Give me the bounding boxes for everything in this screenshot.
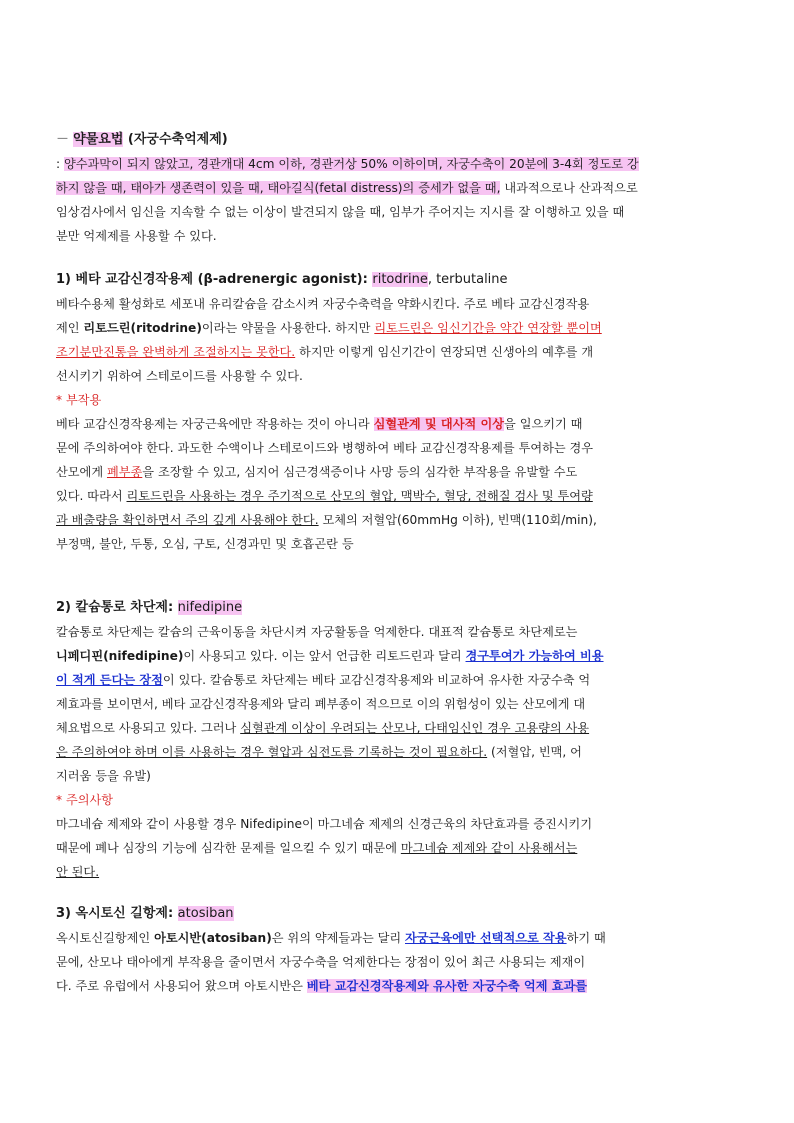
heading-drug-therapy: 약물요법 <box>73 132 124 147</box>
s2-line-3 <box>56 668 740 692</box>
s3-line-1 <box>56 926 740 950</box>
intro-line-1 <box>56 152 740 176</box>
s1-red-underline-2: 조기분만진통을 완벽하게 조절하지는 못한다. <box>56 345 296 359</box>
s1-l2a: 제인 <box>56 321 84 335</box>
s1-se-l1a: 베타 교감신경작용제는 자궁근육에만 작용하는 것이 아니라 <box>56 417 374 431</box>
s1-line-2 <box>56 316 740 340</box>
s1-se-l5b: 모체의 저혈압(60mmHg 이하), 빈맥(110회/min), <box>318 513 597 527</box>
s3-l1c: 은 위의 약제들과는 달리 <box>271 931 406 945</box>
s1-se-line-3 <box>56 460 740 484</box>
section-2-title <box>56 596 740 620</box>
heading-dash: － <box>56 132 70 147</box>
section-beta-agonist <box>56 268 740 556</box>
s2-underline-2: 은 주의하여야 하며 이를 사용하는 경우 혈압과 심전도를 기록하는 것이 필요하다. <box>56 745 488 759</box>
s3-line-2: 문에, 산모나 태아에게 부작용을 줄이면서 자궁수축을 억제한다는 장점이 있어 최근 사용되는 제재이 <box>56 955 586 969</box>
s2-nifedipine-bold: 니페디핀(nifedipine) <box>56 649 184 663</box>
s1-se-l3c: 을 조장할 수 있고, 심지어 심근경색증이나 사망 등의 심각한 부작용을 유발할 수도 <box>142 465 578 479</box>
s1-ritodrine-bold: 리토드린(ritodrine) <box>83 321 202 335</box>
s3-l1a: 옥시토신길항제인 <box>56 931 155 945</box>
s2-line-2 <box>56 644 740 668</box>
s2-caution-underline-2: 안 된다. <box>56 865 100 879</box>
s1-se-line-6: 부정맥, 불안, 두통, 오심, 구토, 신경과민 및 호흡곤란 등 <box>56 537 354 551</box>
s1-pulmonary-edema: 폐부종 <box>106 465 143 479</box>
intro-line-2 <box>56 176 740 200</box>
intro-highlight-1: 양수과막이 되지 않았고, 경관개대 4cm 이하, 경관거상 50% 이하이며, 자궁수축이 20분에 3-4회 정도로 강 <box>63 157 639 171</box>
section-1-title-bold: 1) 베타 교감신경작용제 (β-adrenergic agonist): <box>56 272 373 287</box>
s2-line-6 <box>56 740 740 764</box>
s2-underline-1: 심혈관계 이상이 우려되는 산모나, 다태임신인 경우 고용량의 사용 <box>240 721 590 735</box>
s1-se-line-5 <box>56 508 740 532</box>
s2-blue-underline-2: 이 적게 든다는 장점 <box>56 673 163 687</box>
s2-blue-underline-1: 경구투여가 가능하여 비용 <box>465 649 604 663</box>
intro-heading <box>56 128 740 152</box>
s3-blue-highlight: 베타 교감신경작용제와 유사한 자궁수축 억제 효과를 <box>306 979 588 993</box>
s2-l3b: 이 있다. 칼슘통로 차단제는 베타 교감신경작용제와 비교하여 유사한 자궁수축 억 <box>162 673 591 687</box>
intro-lead: : <box>56 157 64 171</box>
s2-caution-line-3 <box>56 860 740 884</box>
s2-line-7: 지러움 등을 유발) <box>56 769 151 783</box>
s1-se-line-2: 문에 주의하여야 한다. 과도한 수액이나 스테로이드와 병행하여 베타 교감신경작용제를 투여하는 경우 <box>56 441 594 455</box>
intro-section <box>56 128 740 248</box>
s1-se-l3a: 산모에게 <box>56 465 107 479</box>
s1-line-3 <box>56 340 740 364</box>
s2-line-5 <box>56 716 740 740</box>
section-2-title-nifedipine: nifedipine <box>177 600 243 615</box>
s2-line-1: 칼슘통로 차단제는 칼슘의 근육이동을 차단시켜 자궁활동을 억제한다. 대표적 칼슘통로 차단제로는 <box>56 625 578 639</box>
section-oxytocin-antagonist <box>56 902 740 998</box>
s2-c-l2a: 때문에 폐나 심장의 기능에 심각한 문제를 일으킬 수 있기 때문에 <box>56 841 401 855</box>
side-effects-label: * 부작용 <box>56 393 102 407</box>
section-1-title-rest: , terbutaline <box>427 272 508 287</box>
s2-caution-line-1: 마그네슘 제제와 같이 사용할 경우 Nifedipine이 마그네슘 제제의 신경근육의 차단효과를 증진시키기 <box>56 817 593 831</box>
s1-se-line-1 <box>56 412 740 436</box>
s2-caution-line-2 <box>56 836 740 860</box>
s1-se-underline-1: 리토드린을 사용하는 경우 주기적으로 산모의 혈압, 맥박수, 혈당, 전해질 검사 및 투여량 <box>126 489 593 503</box>
s1-se-l4a: 있다. 따라서 <box>56 489 127 503</box>
section-calcium-blocker <box>56 596 740 884</box>
section-3-title-bold: 3) 옥시토신 길항제: <box>56 906 178 921</box>
section-3-title <box>56 902 740 926</box>
s1-line-1: 베타수용체 활성화로 세포내 유리칼슘을 감소시켜 자궁수축력을 약화시킨다. 주로 베타 교감신경작용 <box>56 297 590 311</box>
s2-line-4: 제효과를 보이면서, 베타 교감신경작용제와 달리 폐부종이 적으므로 이의 위험성이 있는 산모에게 대 <box>56 697 586 711</box>
s3-l1e: 하기 때 <box>566 931 606 945</box>
section-1-title-ritodrine: ritodrine <box>372 272 428 287</box>
s3-blue-underline: 자궁근육에만 선택적으로 작용 <box>405 931 567 945</box>
intro-line-2-rest: 내과적으로나 산과적으로 <box>500 181 638 195</box>
s2-l6b: (저혈압, 빈맥, 어 <box>487 745 582 759</box>
s2-l5a: 체요법으로 사용되고 있다. 그러나 <box>56 721 241 735</box>
intro-highlight-2: 하지 않을 때, 태아가 생존력이 있을 때, 태아길식(fetal distress)의 증세가 없을 때, <box>56 181 501 195</box>
section-2-title-bold: 2) 칼슘통로 차단제: <box>56 600 178 615</box>
intro-line-3: 임상검사에서 임신을 지속할 수 없는 이상이 발견되지 않을 때, 임부가 주어지는 지시를 잘 이행하고 있을 때 <box>56 205 625 219</box>
heading-rest: (자궁수축억제제) <box>123 132 228 147</box>
s1-l3b: 하지만 이렇게 임신기간이 연장되면 신생아의 예후를 개 <box>295 345 594 359</box>
s3-atosiban-bold: 아토시반(atosiban) <box>154 931 272 945</box>
s1-se-line-4 <box>56 484 740 508</box>
s2-caution-underline-1: 마그네슘 제제와 같이 사용해서는 <box>400 841 578 855</box>
s1-se-underline-2: 과 배출량을 확인하면서 주의 깊게 사용해야 한다. <box>56 513 319 527</box>
s1-se-l1c: 을 일으키기 때 <box>504 417 583 431</box>
section-3-title-atosiban: atosiban <box>177 906 234 921</box>
s1-se-highlight: 심혈관계 및 대사적 이상 <box>373 417 505 431</box>
s1-red-underline-1: 리토드린은 임신기간을 약간 연장할 뿐이며 <box>374 321 602 335</box>
s2-l2b: 이 사용되고 있다. 이는 앞서 언급한 리토드린과 달리 <box>183 649 466 663</box>
s3-line-3 <box>56 974 740 998</box>
s1-line-4: 선시키기 위하여 스테로이드를 사용할 수 있다. <box>56 369 303 383</box>
s1-l2c: 이라는 약물을 사용한다. 하지만 <box>201 321 375 335</box>
s3-l3a: 다. 주로 유럽에서 사용되어 왔으며 아토시반은 <box>56 979 307 993</box>
intro-line-4: 분만 억제제를 사용할 수 있다. <box>56 229 217 243</box>
caution-label: * 주의사항 <box>56 793 114 807</box>
section-1-title <box>56 268 740 292</box>
